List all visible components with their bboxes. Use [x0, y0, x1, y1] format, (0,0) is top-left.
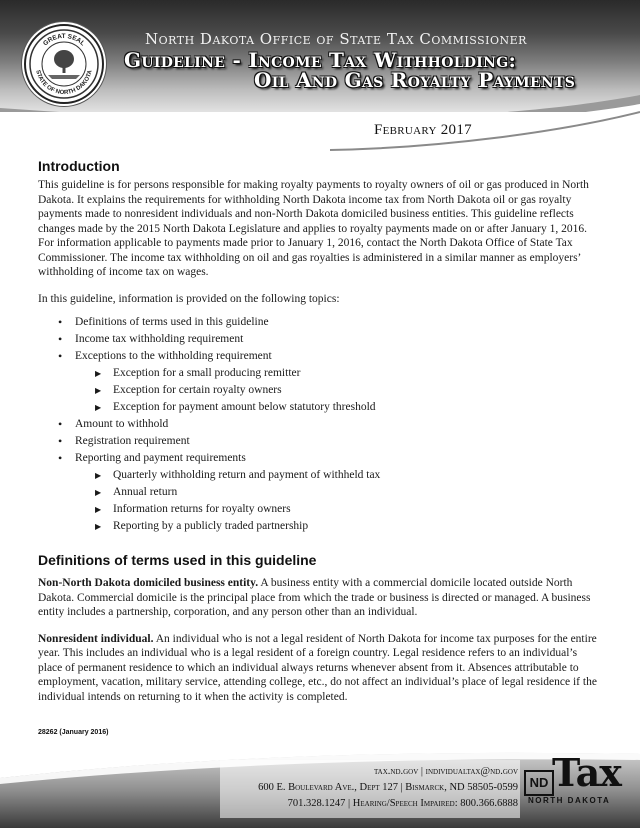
document-header	[0, 0, 640, 138]
definition-business-entity	[38, 576, 600, 620]
topic-item: • Amount to withhold	[38, 416, 600, 433]
introduction-heading: Introduction	[38, 158, 120, 174]
topics-intro: In this guideline, information is provided on the following topics:	[38, 292, 340, 305]
office-name: North Dakota Office of State Tax Commissioner	[145, 30, 527, 48]
topic-item: • Definitions of terms used in this guideline	[38, 314, 600, 331]
introduction-paragraph: This guideline is for persons responsible for making royalty payments to royalty owners of oil or gas produced in North Dakota. It explains the requirements for withholding North Dakota income tax from North Dakota oil or gas royalty payments made to nonresident individuals and non-North Dakota domiciled business entities. This guideline reflects changes made by the 2015 North Dakota Legislature and applies to royalty payments made on or after January 1, 2016. For information applicable to payments made prior to January 1, 2016, contact the North Dakota Office of State Tax Commissioner. The income tax withholding on oil and gas royalties is administered in a similar manner as employers’ withholding of income tax on wages.	[38, 179, 589, 278]
seal-bottom-text: STATE OF NORTH DAKOTA	[34, 69, 94, 97]
logo-tax-wordmark: Tax	[552, 750, 621, 795]
topic-item: • Reporting and payment requirements ▶ Quarterly withholding return and payment of withheld tax ▶ Annual return ▶ Information returns for royalty owners ▶ Reporting by a publicly traded partnership	[38, 450, 600, 535]
subtopic-item: ▶ Quarterly withholding return and payment of withheld tax	[75, 467, 600, 484]
definition-term: Non-North Dakota domiciled business entity.	[38, 577, 259, 589]
definition-nonresident	[38, 632, 600, 705]
topics-list	[38, 314, 600, 535]
seal-top-text: GREAT SEAL	[42, 32, 87, 48]
definition-text: A business entity with a commercial domicile located outside North Dakota. Commercial domicile is the principal place from which the trade or business is directed or managed. A business entity includes a partnership, corporation, and any person other than an individual.	[38, 577, 591, 618]
logo-state-name: NORTH DAKOTA	[528, 796, 611, 805]
publication-date: February 2017	[374, 122, 472, 138]
form-number: 28262 (January 2016)	[38, 729, 109, 736]
subtopic-item: ▶ Annual return	[75, 484, 600, 501]
great-seal-logo	[24, 24, 104, 104]
topic-item: • Income tax withholding requirement	[38, 331, 600, 348]
definition-term: Nonresident individual.	[38, 632, 154, 645]
document-body	[38, 158, 600, 704]
contact-web-email: tax.nd.gov | individualtax@nd.gov	[373, 766, 518, 777]
subtopic-item: ▶ Reporting by a publicly traded partnership	[75, 518, 600, 535]
definitions-heading: Definitions of terms used in this guideline	[38, 552, 317, 568]
contact-info	[258, 764, 518, 812]
subtopic-item: ▶ Information returns for royalty owners	[75, 501, 600, 518]
seal-tree-icon	[48, 50, 80, 79]
logo-nd-box: ND	[524, 770, 554, 796]
guideline-title-line2: Oil And Gas Royalty Payments	[254, 68, 576, 92]
subtopic-item: ▶ Exception for a small producing remitter	[75, 365, 600, 382]
topic-item: • Registration requirement	[38, 433, 600, 450]
seal-graphic	[26, 26, 102, 102]
reporting-sublist	[75, 467, 600, 535]
definition-text: An individual who is not a legal resident of North Dakota for income tax purposes for the entire year. This includes an individual who is a legal resident of a foreign country. Legal residence refers to an individual’s place of permanent residence to which an individual always returns whenever absent from it. Absences attributable to employment, vacation, military service, attending college, etc., do not affect an individual’s place of legal residence if the individual intends on returning to it when the activity is completed.	[38, 632, 597, 703]
exceptions-sublist	[75, 365, 600, 416]
contact-phone: 701.328.1247 | Hearing/Speech Impaired: 800.366.6888	[287, 798, 518, 809]
nd-tax-logo	[524, 750, 621, 808]
subtopic-item: ▶ Exception for certain royalty owners	[75, 382, 600, 399]
contact-address: 600 E. Boulevard Ave., Dept 127 | Bismarck, ND 58505-0599	[258, 782, 518, 793]
topic-item: • Exceptions to the withholding requirement ▶ Exception for a small producing remitter ▶ Exception for certain royalty owners ▶ Exception for payment amount below statutory threshold	[38, 348, 600, 416]
guideline-title-line1: Guideline - Income Tax Withholding:	[124, 48, 517, 72]
subtopic-item: ▶ Exception for payment amount below statutory threshold	[75, 399, 600, 416]
document-footer	[0, 748, 640, 828]
